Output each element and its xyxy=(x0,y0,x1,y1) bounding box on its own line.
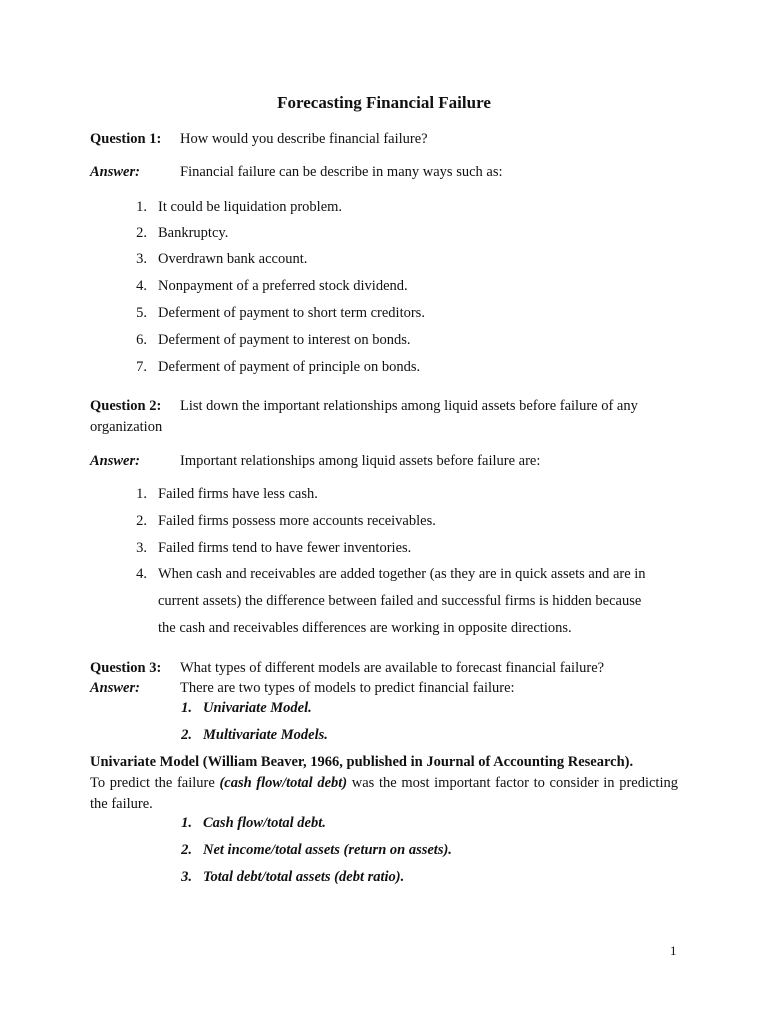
list-item: Failed firms have less cash. xyxy=(158,486,318,502)
list-item: Deferment of payment of principle on bonds. xyxy=(158,359,421,375)
page-title: Forecasting Financial Failure xyxy=(277,93,491,112)
q2-answer-label: Answer: xyxy=(90,453,140,469)
list-item: Bankruptcy. xyxy=(158,225,229,241)
list-item-number: 1. xyxy=(181,815,192,831)
list-item-number: 1. xyxy=(181,700,192,716)
list-item: Total debt/total assets (debt ratio). xyxy=(203,869,405,885)
list-item-number: 4. xyxy=(136,278,147,294)
q3-answer-text: There are two types of models to predict financial failure: xyxy=(180,680,515,696)
list-item-number: 4. xyxy=(136,566,147,582)
q1-label: Question 1: xyxy=(90,131,162,147)
list-item-number: 2. xyxy=(181,842,192,858)
list-item-number: 1. xyxy=(136,486,147,502)
page-number: 1 xyxy=(670,943,677,958)
list-item: Cash flow/total debt. xyxy=(203,815,326,831)
list-item-number: 7. xyxy=(136,359,147,375)
list-item: Univariate Model. xyxy=(203,700,312,716)
q3-label: Question 3: xyxy=(90,660,162,676)
list-item: Multivariate Models. xyxy=(203,727,328,743)
list-item-number: 6. xyxy=(136,332,147,348)
list-item: Failed firms tend to have fewer inventories. xyxy=(158,540,412,556)
list-item-line: current assets) the difference between failed and successful firms is hidden because xyxy=(158,593,642,609)
q2-text-line2: organization xyxy=(90,419,163,435)
paragraph-emphasis: (cash flow/total debt) xyxy=(219,775,348,791)
list-item: Net income/total assets (return on assets). xyxy=(203,842,452,858)
q3-answer-label: Answer: xyxy=(90,680,140,696)
list-item-number: 2. xyxy=(136,225,147,241)
list-item-number: 3. xyxy=(136,251,147,267)
q1-answer-text: Financial failure can be describe in many ways such as: xyxy=(180,164,503,180)
list-item-number: 3. xyxy=(181,869,192,885)
list-item-number: 5. xyxy=(136,305,147,321)
list-item: Nonpayment of a preferred stock dividend. xyxy=(158,278,408,294)
q1-text: How would you describe financial failure? xyxy=(180,131,428,147)
list-item: Failed firms possess more accounts receivables. xyxy=(158,513,436,529)
list-item-number: 2. xyxy=(181,727,192,743)
list-item: It could be liquidation problem. xyxy=(158,199,343,215)
list-item: Overdrawn bank account. xyxy=(158,251,308,267)
list-item: Deferment of payment to short term creditors. xyxy=(158,305,425,321)
list-item: Deferment of payment to interest on bonds. xyxy=(158,332,411,348)
q3-text: What types of different models are available to forecast financial failure? xyxy=(180,660,605,676)
paragraph-text: To predict the failure xyxy=(90,775,220,791)
list-item-number: 2. xyxy=(136,513,147,529)
list-item-number: 1. xyxy=(136,199,147,215)
univariate-paragraph xyxy=(90,773,678,815)
list-item-line: When cash and receivables are added together (as they are in quick assets and are in xyxy=(158,566,646,582)
q2-answer-text: Important relationships among liquid assets before failure are: xyxy=(180,453,541,469)
q1-answer-label: Answer: xyxy=(90,164,140,180)
list-item-line: the cash and receivables differences are working in opposite directions. xyxy=(158,620,572,636)
univariate-heading: Univariate Model (William Beaver, 1966, published in Journal of Accounting Research). xyxy=(90,754,634,770)
q2-text-line1: List down the important relationships among liquid assets before failure of any xyxy=(180,398,638,414)
list-item-number: 3. xyxy=(136,540,147,556)
paragraph-text: was the most important factor to consider in predicting the failure. xyxy=(90,775,678,812)
q2-label: Question 2: xyxy=(90,398,162,414)
